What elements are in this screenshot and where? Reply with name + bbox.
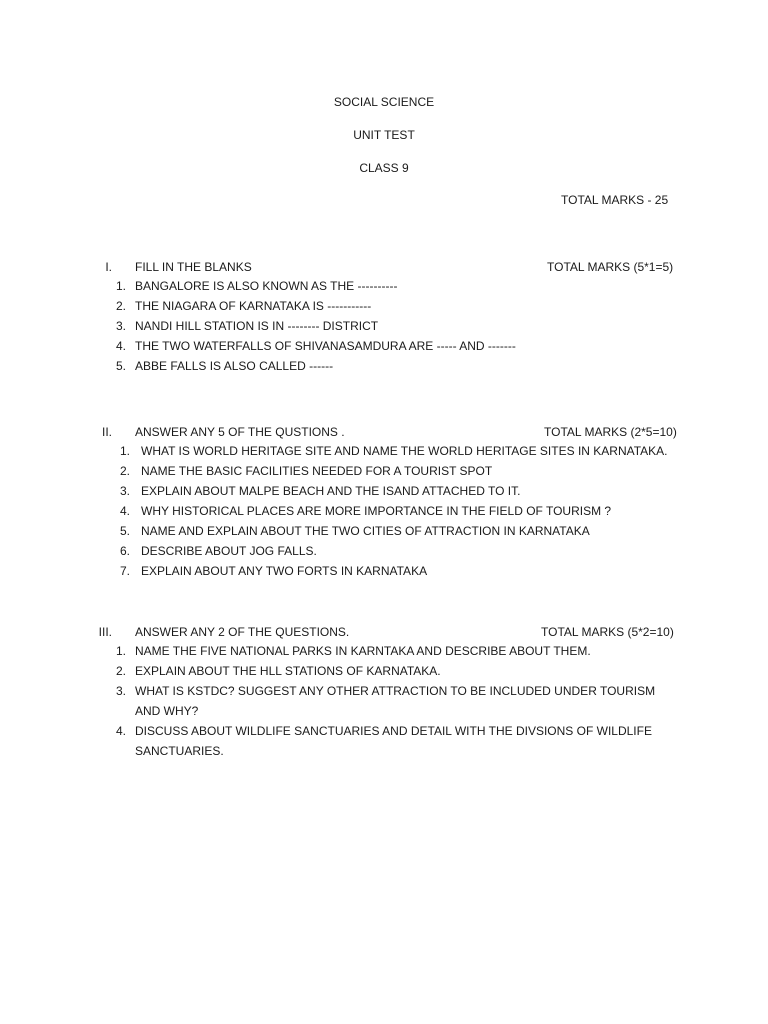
item-number: 4. xyxy=(115,339,126,353)
section-numeral: III. xyxy=(98,625,112,639)
item-text: THE NIAGARA OF KARNATAKA IS ----------- xyxy=(135,299,372,313)
section-marks: TOTAL MARKS (5*2=10) xyxy=(541,625,674,639)
item-text: BANGALORE IS ALSO KNOWN AS THE ---------- xyxy=(135,279,398,293)
section-title: FILL IN THE BLANKS xyxy=(135,260,252,274)
item-text: NAME THE BASIC FACILITIES NEEDED FOR A TOURIST SPOT xyxy=(141,464,493,478)
item-text: NANDI HILL STATION IS IN -------- DISTRICT xyxy=(135,319,379,333)
section-marks: TOTAL MARKS (2*5=10) xyxy=(544,425,677,439)
item-number: 3. xyxy=(115,319,126,333)
item-text: NAME AND EXPLAIN ABOUT THE TWO CITIES OF ATTRACTION IN KARNATAKA xyxy=(141,524,590,538)
item-number: 4. xyxy=(119,504,130,518)
item-number: 3. xyxy=(115,684,126,698)
item-number: 7. xyxy=(119,564,130,578)
subject-title: SOCIAL SCIENCE xyxy=(333,95,435,109)
item-text: WHY HISTORICAL PLACES ARE MORE IMPORTANCE IN THE FIELD OF TOURISM ? xyxy=(141,504,612,518)
item-text: EXPLAIN ABOUT THE HLL STATIONS OF KARNATAKA. xyxy=(135,664,441,678)
total-marks: TOTAL MARKS - 25 xyxy=(561,193,669,207)
item-number: 2. xyxy=(119,464,130,478)
item-number: 5. xyxy=(115,359,126,373)
section-title: ANSWER ANY 2 OF THE QUESTIONS. xyxy=(135,625,350,639)
section-marks: TOTAL MARKS (5*1=5) xyxy=(547,260,674,274)
item-text: WHAT IS WORLD HERITAGE SITE AND NAME THE WORLD HERITAGE SITES IN KARNATAKA. xyxy=(141,444,668,458)
item-text: EXPLAIN ABOUT ANY TWO FORTS IN KARNATAKA xyxy=(141,564,428,578)
item-text: DISCUSS ABOUT WILDLIFE SANCTUARIES AND DETAIL WITH THE DIVSIONS OF WILDLIFE SANCTUARIES. xyxy=(135,724,652,758)
test-title: UNIT TEST xyxy=(353,128,415,142)
item-number: 1. xyxy=(115,644,126,658)
section-numeral: II. xyxy=(101,425,112,439)
item-text: THE TWO WATERFALLS OF SHIVANASAMDURA ARE ----- AND ------- xyxy=(135,339,516,353)
item-number: 2. xyxy=(115,664,126,678)
item-number: 4. xyxy=(115,724,126,738)
item-number: 1. xyxy=(119,444,130,458)
item-number: 3. xyxy=(119,484,130,498)
item-number: 1. xyxy=(115,279,126,293)
item-text: WHAT IS KSTDC? SUGGEST ANY OTHER ATTRACTION TO BE INCLUDED UNDER TOURISM AND WHY? xyxy=(135,684,656,718)
item-text: EXPLAIN ABOUT MALPE BEACH AND THE ISAND ATTACHED TO IT. xyxy=(141,484,521,498)
item-text: ABBE FALLS IS ALSO CALLED ------ xyxy=(135,359,334,373)
section-title: ANSWER ANY 5 OF THE QUSTIONS . xyxy=(135,425,345,439)
class-title: CLASS 9 xyxy=(359,161,409,175)
item-number: 5. xyxy=(119,524,130,538)
item-text: DESCRIBE ABOUT JOG FALLS. xyxy=(141,544,317,558)
item-number: 6. xyxy=(119,544,130,558)
item-text: NAME THE FIVE NATIONAL PARKS IN KARNTAKA AND DESCRIBE ABOUT THEM. xyxy=(135,644,591,658)
section-numeral: I. xyxy=(105,260,112,274)
item-number: 2. xyxy=(115,299,126,313)
